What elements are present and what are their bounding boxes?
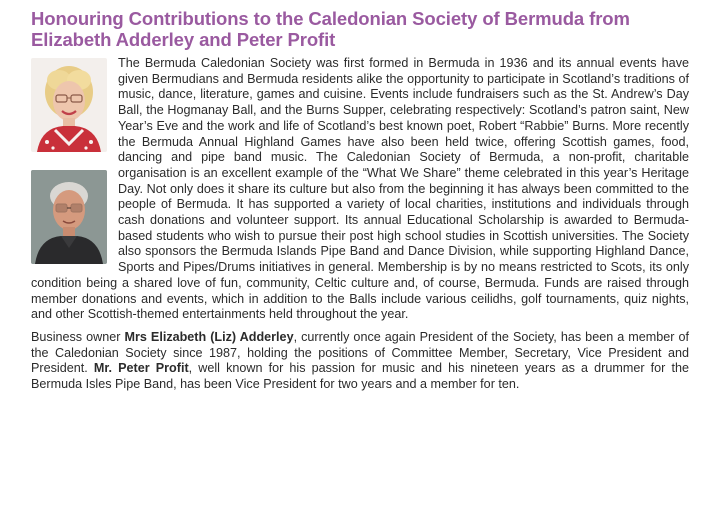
officers-intro-text: Business owner: [31, 329, 125, 344]
peter-profit-photo: [31, 170, 107, 264]
name-elizabeth-adderley: Mrs Elizabeth (Liz) Adderley: [124, 329, 294, 344]
paragraph-history-text: The Bermuda Caledonian Society was first formed in Bermuda in 1936 and its annual events have given Bermudians and Bermuda residents alike the opportunity to participate in Scotland’s traditions of music, dance, literature, games and cuisine. Events include fundraisers such as the St. Andrew’s Day Ball, the Hogmanay Ball, and the Burns Supper, celebrating respectively: Scotland’s patron saint, New Year’s Eve and the work and life of Scotland’s best known poet, Robert “Rabbie” Burns. More recently the Bermuda Annual Highland Games have also been held twice, offering Scottish games, food, dancing and pipe band music. The Caledonian Society of Bermuda, a non-profit, charitable organisation is an excellent example of the “What We Share” theme celebrated in this year’s Heritage Day. Not only does it share its culture but also from the beginning it has always been committed to the people of Bermuda. It has supported a variety of local charities, institutions and individuals through cash donations and volunteer support. Its annual Educational Scholarship is awarded to Bermuda-based students who wish to pursue their post high school studies in Scottish universities. The Society also sponsors the Bermuda Islands Pipe Band and Dance Division, while supporting Highland Dance, Sports and Pipes/Drums initiatives in general. Membership is by no means restricted to Scots, its only condition being a shared love of fun, community, Celtic culture and, of course, Bermuda. Funds are raised through member donations and events, which in addition to the Balls include various ceilidhs, golf tournaments, quiz nights, and other Scottish-themed entertainments held throughout the year.: [31, 56, 689, 322]
paragraph-officers: [31, 330, 689, 393]
elizabeth-adderley-photo: [31, 58, 107, 152]
officers-end-text: , well known for his passion for music and his nineteen years as a drummer for the Bermuda Isles Pipe Band, has been Vice President for two years and a member for ten.: [31, 361, 689, 392]
man-portrait-image: [31, 170, 107, 264]
paragraph-history: [31, 56, 689, 323]
name-peter-profit: Mr. Peter Profit: [93, 361, 189, 376]
officers-mid-text: , currently once again President of the Society, has been a member of the Caledonian Society since 1987, holding the positions of Committee Member, Secretary, Vice President and President.: [31, 329, 689, 376]
woman-portrait-image: [31, 58, 107, 152]
article-title: Honouring Contributions to the Caledonian Society of Bermuda from Elizabeth Adderley and Peter Profit: [31, 8, 630, 50]
